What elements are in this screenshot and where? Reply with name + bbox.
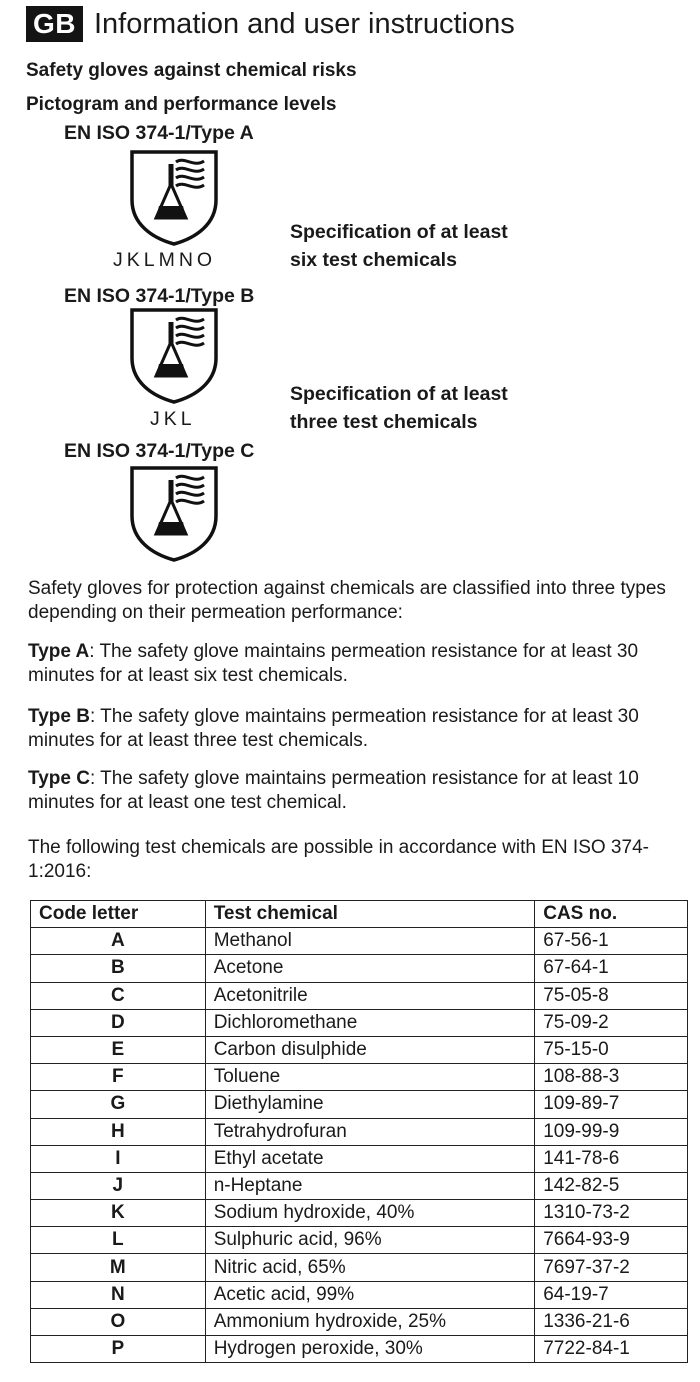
test-chemical-cell: Dichloromethane	[205, 1009, 535, 1036]
test-chemical-cell: Diethylamine	[205, 1091, 535, 1118]
type-b-spec-line2: three test chemicals	[290, 411, 478, 433]
type-b-text: : The safety glove maintains permeation resistance for at least 30 minutes for at least three test chemicals.	[28, 706, 639, 751]
cas-number-cell: 67-64-1	[535, 955, 688, 982]
type-a-description	[28, 640, 688, 688]
test-chemical-cell: Toluene	[205, 1064, 535, 1091]
code-letter-cell: K	[31, 1200, 206, 1227]
chemical-hazard-shield-icon	[128, 148, 220, 246]
intro-paragraph: Safety gloves for protection against chemicals are classified into three types depending on their permeation performance:	[28, 578, 666, 623]
table-row	[31, 1281, 688, 1308]
cas-number-cell: 75-09-2	[535, 1009, 688, 1036]
cas-number-cell: 75-05-8	[535, 982, 688, 1009]
table-row	[31, 1200, 688, 1227]
type-a-spec	[290, 218, 508, 274]
header-code-letter: Code letter	[31, 901, 206, 928]
code-letter-cell: I	[31, 1145, 206, 1172]
table-row	[31, 955, 688, 982]
header-test-chemical: Test chemical	[205, 901, 535, 928]
cas-number-cell: 141-78-6	[535, 1145, 688, 1172]
test-chemical-cell: Methanol	[205, 928, 535, 955]
test-chemical-cell: Tetrahydrofuran	[205, 1118, 535, 1145]
test-chemical-cell: Carbon disulphide	[205, 1036, 535, 1063]
type-a-spec-line1: Specification of at least	[290, 221, 508, 243]
cas-number-cell: 75-15-0	[535, 1036, 688, 1063]
header-cas-no: CAS no.	[535, 901, 688, 928]
code-letter-cell: N	[31, 1281, 206, 1308]
type-a-spec-line2: six test chemicals	[290, 249, 457, 271]
table-row	[31, 1172, 688, 1199]
code-letter-cell: D	[31, 1009, 206, 1036]
code-letter-cell: J	[31, 1172, 206, 1199]
cas-number-cell: 7664-93-9	[535, 1227, 688, 1254]
table-row	[31, 1118, 688, 1145]
page-title: Information and user instructions	[94, 7, 515, 40]
table-row	[31, 1036, 688, 1063]
table-row	[31, 1064, 688, 1091]
test-chemical-cell: Ethyl acetate	[205, 1145, 535, 1172]
header	[26, 4, 515, 44]
table-row	[31, 928, 688, 955]
type-a-title: EN ISO 374-1/Type A	[64, 122, 254, 144]
cas-number-cell: 7697-37-2	[535, 1254, 688, 1281]
table-row	[31, 1336, 688, 1363]
code-letter-cell: G	[31, 1091, 206, 1118]
chemical-hazard-shield-icon	[128, 306, 220, 404]
table-row	[31, 1009, 688, 1036]
cas-number-cell: 109-89-7	[535, 1091, 688, 1118]
table-row	[31, 1145, 688, 1172]
cas-number-cell: 142-82-5	[535, 1172, 688, 1199]
code-letter-cell: B	[31, 955, 206, 982]
type-b-spec	[290, 380, 508, 436]
code-letter-cell: E	[31, 1036, 206, 1063]
type-b-title: EN ISO 374-1/Type B	[64, 285, 255, 307]
type-b-label: Type B	[28, 706, 90, 727]
test-chemical-cell: n-Heptane	[205, 1172, 535, 1199]
test-chemical-cell: Acetone	[205, 955, 535, 982]
cas-number-cell: 1310-73-2	[535, 1200, 688, 1227]
type-c-title: EN ISO 374-1/Type C	[64, 440, 255, 462]
type-b-description	[28, 705, 688, 753]
chemical-hazard-shield-icon	[128, 464, 220, 562]
table-row	[31, 1091, 688, 1118]
test-chemical-cell: Sulphuric acid, 96%	[205, 1227, 535, 1254]
code-letter-cell: C	[31, 982, 206, 1009]
cas-number-cell: 109-99-9	[535, 1118, 688, 1145]
table-row	[31, 1308, 688, 1335]
code-letter-cell: A	[31, 928, 206, 955]
type-c-description	[28, 767, 688, 815]
table-intro: The following test chemicals are possible in accordance with EN ISO 374-1:2016:	[28, 837, 649, 882]
cas-number-cell: 1336-21-6	[535, 1308, 688, 1335]
cas-number-cell: 108-88-3	[535, 1064, 688, 1091]
table-row	[31, 1227, 688, 1254]
code-letter-cell: L	[31, 1227, 206, 1254]
type-a-text: : The safety glove maintains permeation resistance for at least 30 minutes for at least six test chemicals.	[28, 641, 639, 686]
type-a-codes: JKLMNO	[113, 249, 217, 271]
test-chemical-cell: Ammonium hydroxide, 25%	[205, 1308, 535, 1335]
test-chemical-cell: Hydrogen peroxide, 30%	[205, 1336, 535, 1363]
language-badge: GB	[26, 6, 83, 42]
table-header-row	[31, 901, 688, 928]
type-c-text: : The safety glove maintains permeation resistance for at least 10 minutes for at least one test chemical.	[28, 768, 639, 813]
cas-number-cell: 67-56-1	[535, 928, 688, 955]
type-b-spec-line1: Specification of at least	[290, 383, 508, 405]
section-title: Pictogram and performance levels	[26, 94, 337, 115]
code-letter-cell: O	[31, 1308, 206, 1335]
type-a-label: Type A	[28, 641, 90, 662]
test-chemical-cell: Nitric acid, 65%	[205, 1254, 535, 1281]
test-chemical-cell: Acetonitrile	[205, 982, 535, 1009]
table-body	[31, 928, 688, 1363]
type-b-codes: JKL	[150, 408, 196, 430]
code-letter-cell: H	[31, 1118, 206, 1145]
code-letter-cell: P	[31, 1336, 206, 1363]
cas-number-cell: 64-19-7	[535, 1281, 688, 1308]
cas-number-cell: 7722-84-1	[535, 1336, 688, 1363]
code-letter-cell: F	[31, 1064, 206, 1091]
subtitle: Safety gloves against chemical risks	[26, 60, 357, 81]
test-chemical-cell: Sodium hydroxide, 40%	[205, 1200, 535, 1227]
table-row	[31, 1254, 688, 1281]
code-letter-cell: M	[31, 1254, 206, 1281]
type-c-label: Type C	[28, 768, 90, 789]
table-row	[31, 982, 688, 1009]
test-chemicals-table	[30, 900, 688, 1363]
test-chemical-cell: Acetic acid, 99%	[205, 1281, 535, 1308]
